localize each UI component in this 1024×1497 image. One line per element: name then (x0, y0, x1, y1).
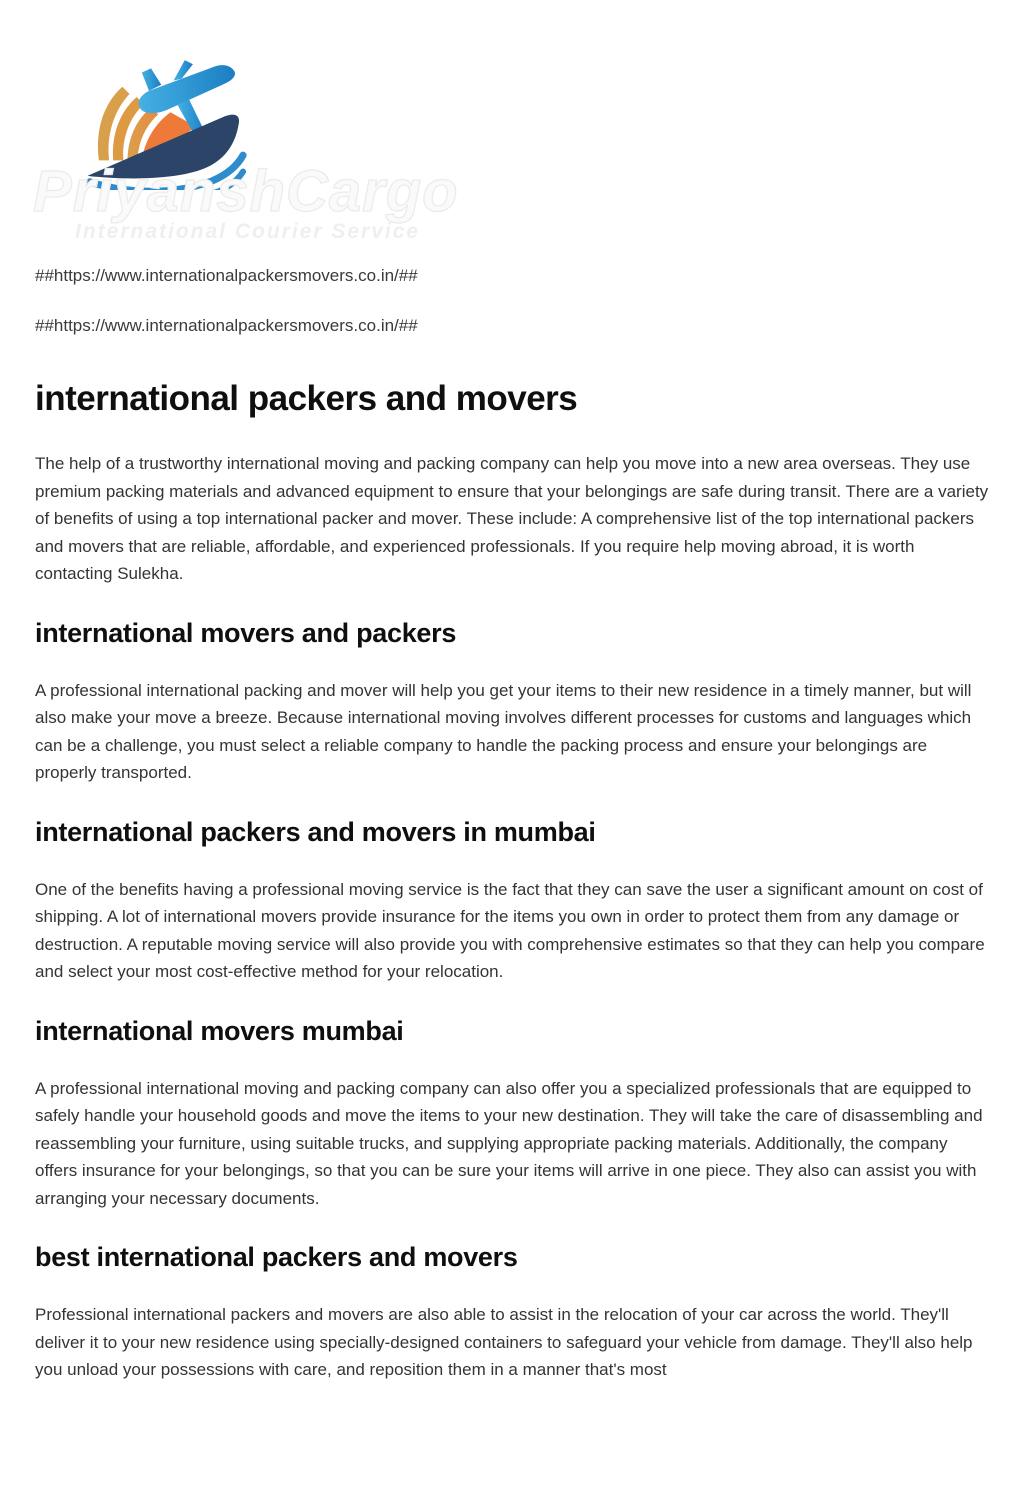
logo-block (35, 48, 989, 245)
document-page (0, 48, 1024, 1384)
section-heading-best-packers-movers: best international packers and movers (35, 1242, 518, 1272)
section-heading-movers-and-packers: international movers and packers (35, 617, 457, 648)
section-paragraph-packers-movers-mumbai: One of the benefits having a professional moving service is the fact that they can save the user a significant amount on cost of shipping. A lot of international movers provide insurance for the items you own in order to protect them from any damage or destruction. A reputable moving service will also provide you with comprehensive estimates so that they can help you compare and select your most cost-effective method for your relocation. (35, 879, 985, 981)
article-title: international packers and movers (35, 379, 578, 418)
section-heading-packers-movers-mumbai: international packers and movers in mumbai (35, 816, 596, 847)
section-paragraph-international-movers-mumbai: A professional international moving and packing company can also offer you a specialized professionals that are equipped to safely handle your household goods and move the items to your new destination. They will take the care of disassembling and reassembling your furniture, using suitable trucks, and supplying appropriate packing materials. Additionally, the company offers insurance for your belongings, so that you can be sure your items will arrive in one piece. They also can assist you with arranging your necessary documents. (35, 1078, 983, 1208)
source-url-line-2: ##https://www.internationalpackersmovers.co.in/## (35, 316, 418, 335)
section-heading-international-movers-mumbai: international movers mumbai (35, 1015, 404, 1046)
logo-watermark-subtitle: International Courier Service (75, 220, 421, 243)
article-intro-paragraph: The help of a trustworthy international moving and packing company can help you move into a new area overseas. They use premium packing materials and advanced equipment to ensure that your belongings are safe during transit. There are a variety of benefits of using a top international packer and mover. These include: A comprehensive list of the top international packers and movers that are reliable, affordable, and experienced professionals. If you require help moving abroad, it is worth contacting Sulekha. (35, 454, 989, 583)
section-paragraph-best-packers-movers: Professional international packers and movers are also able to assist in the relocation of your car across the world. They'll deliver it to your new residence using specially-designed containers to safeguard your vehicle from damage. They'll also help you unload your possessions with care, and reposition them in a manner that's most (35, 1305, 973, 1379)
source-url-line-1: ##https://www.internationalpackersmovers.co.in/## (35, 266, 418, 285)
logo-watermark-title: PriyanshCargo (33, 159, 459, 224)
section-paragraph-movers-and-packers: A professional international packing and mover will help you get your items to their new residence in a timely manner, but will also make your move a breeze. Because international moving involves different processes for customs and languages which can be a challenge, you must select a reliable company to handle the packing process and ensure your belongings are properly transported. (35, 680, 972, 782)
